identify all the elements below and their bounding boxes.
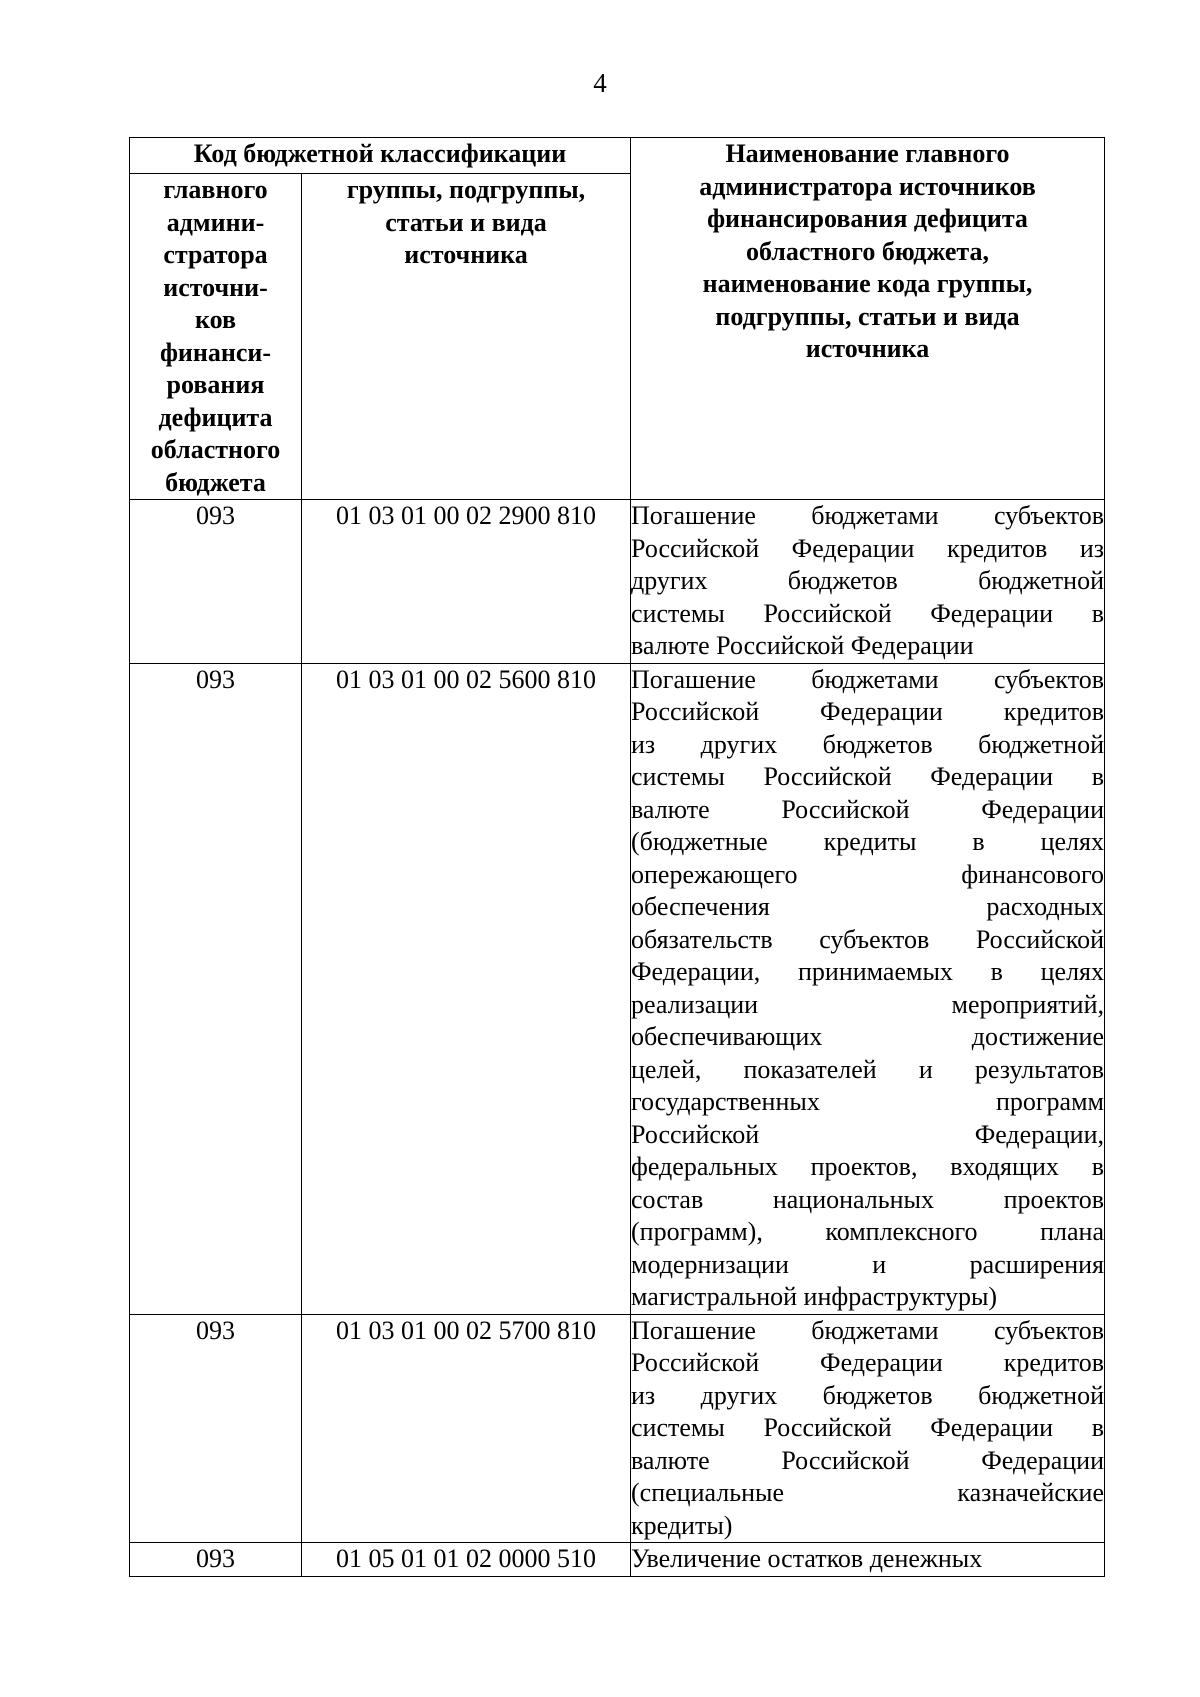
table-header [130, 138, 1105, 500]
header-admin-line: бюджета [165, 467, 266, 497]
header-code-line: группы, подгруппы, [346, 175, 586, 204]
source-name-cell [631, 1543, 1105, 1577]
header-admin-line: областного [150, 435, 281, 464]
source-name-line: обязательств субъектов Российской [631, 924, 1104, 954]
header-name-line: администратора источников [699, 171, 1036, 201]
source-name-line: других бюджетов бюджетной [631, 566, 1104, 595]
header-admin-line: ков [194, 305, 237, 334]
source-name-line: валюте Российской Федерации [631, 1445, 1104, 1475]
source-name-line: системы Российской Федерации в [631, 598, 1104, 628]
header-name-line: Наименование главного [725, 139, 1010, 168]
source-name-line: (специальные казначейские [631, 1478, 1104, 1507]
source-name-line: модернизации и расширения [631, 1249, 1104, 1279]
header-name-line: подгруппы, статьи и вида [715, 301, 1020, 331]
source-code-cell: 01 05 01 01 02 0000 510 [302, 1543, 631, 1577]
header-admin-line: стратора [163, 240, 268, 269]
source-name-line: Российской Федерации кредитов из [631, 533, 1104, 563]
admin-code-cell: 093 [130, 1543, 302, 1577]
source-name-line: кредиты) [631, 1510, 733, 1540]
header-admin-line: дефицита [158, 402, 273, 432]
admin-code-cell: 093 [130, 1314, 302, 1543]
source-code-cell: 01 03 01 00 02 5600 810 [302, 663, 631, 1314]
header-admin-line: рования [166, 370, 265, 399]
source-name-line: обеспечения расходных [631, 892, 1104, 921]
source-name-line: из других бюджетов бюджетной [631, 729, 1104, 759]
source-name-line: Федерации, принимаемых в целях [631, 957, 1104, 986]
source-name-line: состав национальных проектов [631, 1184, 1104, 1214]
header-admin-line: главного [163, 175, 268, 204]
source-name-line: магистральной инфраструктуры) [631, 1282, 998, 1311]
source-code-cell: 01 03 01 00 02 5700 810 [302, 1314, 631, 1543]
source-name-line: Российской Федерации кредитов [631, 697, 1104, 726]
header-admin-line: админи- [166, 207, 265, 237]
header-code-line: статьи и вида [385, 207, 547, 237]
source-name-line: Погашение бюджетами субъектов [631, 1315, 1104, 1345]
header-code-line: источника [404, 240, 528, 269]
header-row-group [130, 138, 1105, 174]
table-row [130, 500, 1105, 664]
header-name-line: финансирования дефицита [707, 204, 1028, 233]
source-name-line: валюте Российской Федерации [631, 631, 974, 660]
source-name-line: обеспечивающих достижение [631, 1022, 1104, 1051]
source-name-line: Погашение бюджетами субъектов [631, 664, 1104, 694]
header-code-column [302, 174, 631, 500]
source-code-cell: 01 03 01 00 02 2900 810 [302, 500, 631, 664]
source-name-line: системы Российской Федерации в [631, 762, 1104, 791]
header-classification-code: Код бюджетной классификации [130, 138, 631, 174]
source-name-cell [631, 663, 1105, 1314]
header-admin-line: финанси- [159, 337, 272, 367]
header-name-line: областного бюджета, [745, 236, 990, 266]
source-name-line: реализации мероприятий, [631, 989, 1104, 1019]
source-name-line: опережающего финансового [631, 859, 1104, 889]
source-name-line: из других бюджетов бюджетной [631, 1380, 1104, 1410]
page-number: 4 [593, 68, 607, 98]
header-admin-column [130, 174, 302, 500]
table-row [130, 1543, 1105, 1577]
source-name-line: (бюджетные кредиты в целях [631, 827, 1104, 856]
table-row [130, 1314, 1105, 1543]
admin-code-cell: 093 [130, 663, 302, 1314]
header-name-line: источника [805, 334, 930, 363]
header-admin-line: источни- [163, 272, 268, 302]
source-name-line: государственных программ [631, 1087, 1104, 1116]
table-body [130, 500, 1105, 1577]
source-name-line: валюте Российской Федерации [631, 794, 1104, 824]
header-name-column [631, 138, 1105, 500]
source-name-cell [631, 500, 1105, 664]
source-name-line: федеральных проектов, входящих в [631, 1152, 1104, 1181]
budget-classification-table [129, 137, 1105, 1577]
source-name-line: (программ), комплексного плана [631, 1217, 1104, 1246]
source-name-cell [631, 1314, 1105, 1543]
source-name-line: Увеличение остатков денежных [631, 1544, 983, 1573]
admin-code-cell: 093 [130, 500, 302, 664]
source-name-line: системы Российской Федерации в [631, 1413, 1104, 1442]
source-name-line: целей, показателей и результатов [631, 1054, 1104, 1084]
source-name-line: Погашение бюджетами субъектов [631, 501, 1104, 530]
table-row [130, 663, 1105, 1314]
source-name-line: Российской Федерации кредитов [631, 1348, 1104, 1377]
header-name-line: наименование кода группы, [702, 269, 1033, 298]
source-name-line: Российской Федерации, [631, 1119, 1104, 1149]
